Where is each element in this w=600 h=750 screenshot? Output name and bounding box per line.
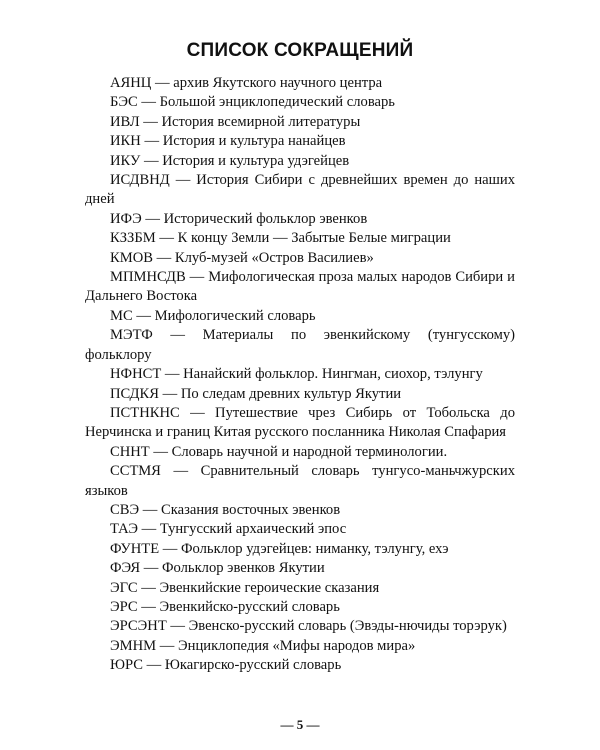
abbreviation-entry: ИФЭ — Исторический фольклор эвенков: [110, 210, 368, 227]
abbreviation-entry: МПМНСДВ — Мифологическая проза малых народов Сибири и Дальнего Востока: [85, 269, 515, 305]
abbreviation-list: [85, 74, 515, 676]
page-number: — 5 —: [280, 717, 320, 732]
abbreviation-entry: ЮРС — Юкагирско-русский словарь: [110, 657, 342, 674]
abbreviation-entry: ИВЛ — История всемирной литературы: [110, 113, 361, 130]
abbreviation-entry: ФЭЯ — Фольклор эвенков Якутии: [110, 560, 325, 577]
abbreviation-entry: ТАЭ — Тунгусский архаический эпос: [110, 521, 347, 538]
abbreviation-entry: ФУНТЕ — Фольклор удэгейцев: ниманку, тэлунгу, ехэ: [110, 540, 449, 557]
abbreviation-entry: ЭРСЭНТ — Эвенско-русский словарь (Эвэды-нючиды торэрук): [110, 618, 507, 635]
abbreviation-entry: КМОВ — Клуб-музей «Остров Василиев»: [110, 249, 374, 266]
abbreviation-entry: ПСТНКНС — Путешествие чрез Сибирь от Тобольска до Нерчинска и границ Китая русского посланника Николая Спафария: [85, 404, 515, 441]
abbreviation-entry: ССТМЯ — Сравнительный словарь тунгусо-маньчжурских языков: [85, 463, 515, 499]
abbreviation-entry: МЭТФ — Материалы по эвенкийскому (тунгусскому) фольклору: [85, 327, 515, 363]
abbreviation-entry: СННТ — Словарь научной и народной терминологии.: [110, 443, 448, 460]
abbreviation-entry: ЭГС — Эвенкийские героические сказания: [110, 579, 380, 596]
abbreviation-entry: БЭС — Большой энциклопедический словарь: [110, 94, 395, 111]
abbreviation-entry: ЭРС — Эвенкийско-русский словарь: [110, 598, 340, 615]
abbreviation-entry: АЯНЦ — архив Якутского научного центра: [110, 75, 383, 91]
abbreviation-entry: СВЭ — Сказания восточных эвенков: [110, 501, 341, 518]
page-title: СПИСОК СОКРАЩЕНИЙ: [186, 40, 414, 61]
abbreviation-entry: КЗЗБМ — К концу Земли — Забытые Белые миграции: [110, 230, 451, 247]
abbreviation-entry: ИКН — История и культура нанайцев: [110, 133, 346, 150]
abbreviation-entry: НФНСТ — Нанайский фольклор. Нингман, сиохор, тэлунгу: [110, 366, 483, 383]
abbreviation-entry: ИКУ — История и культура удэгейцев: [110, 152, 350, 169]
abbreviation-entry: ПСДКЯ — По следам древних культур Якутии: [110, 385, 402, 402]
abbreviation-entry: ИСДВНД — История Сибири с древнейших времен до наших дней: [85, 172, 515, 208]
abbreviation-entry: ЭМНМ — Энциклопедия «Мифы народов мира»: [110, 637, 416, 654]
abbreviation-entry: МС — Мифологический словарь: [110, 307, 316, 324]
